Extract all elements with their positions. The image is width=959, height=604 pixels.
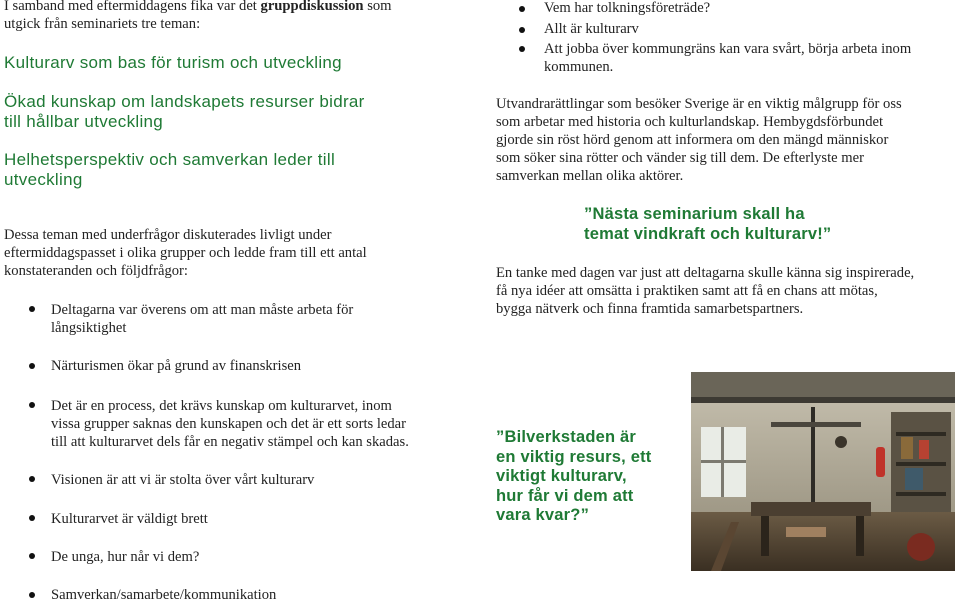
quote-line: viktigt kulturarv, [496, 467, 627, 485]
list-item-line: Att jobba över kommungräns kan vara svårt, börja arbeta inom [544, 41, 912, 57]
paragraph-line: gjorde sin röst hörd genom att informera om den mängd människor [496, 132, 889, 148]
theme3-line1: Helhetsperspektiv och samverkan leder till [4, 150, 336, 169]
quote-line: ”Bilverkstaden är [496, 428, 637, 446]
paragraph-line: som söker sina rötter och vänder sig till dem. De efterlyste mer [496, 150, 864, 166]
bullet-dot [29, 363, 35, 369]
list-item-line: Visionen är att vi är stolta över vårt kulturarv [51, 472, 315, 488]
list-item-line: Vem har tolkningsföreträde? [544, 0, 711, 16]
list-item-line: Samverkan/samarbete/kommunikation [51, 587, 277, 603]
list-item-line: långsiktighet [51, 320, 127, 336]
quote-car-workshop [496, 428, 652, 526]
paragraph-line: samverkan mellan olika aktörer. [496, 168, 684, 184]
right-bullet-list [500, 0, 959, 90]
quote-line: temat vindkraft och kulturarv!” [584, 224, 832, 243]
quote-next-seminar [584, 205, 831, 244]
list-item [51, 301, 353, 337]
list-item [51, 586, 276, 604]
theme3-line2: utveckling [4, 170, 83, 189]
list-item-line: Kulturarvet är väldigt brett [51, 511, 208, 527]
quote-line: ”Nästa seminarium skall ha [584, 205, 805, 223]
quote-line: hur får vi dem att [496, 486, 634, 505]
paragraph-emigrant-descendants [496, 95, 902, 185]
paragraph-line: få nya idéer att omsätta i praktiken samt att få en chans att mötas, [496, 283, 878, 299]
workshop-photo [691, 372, 955, 571]
bullet-dot [29, 306, 35, 312]
list-item-line: vissa grupper saknas den kunskapen och det är ett sorts ledar [51, 416, 407, 432]
list-item [544, 0, 710, 17]
bullet-dot [519, 6, 525, 12]
intro-line2: utgick från seminariets tre teman: [4, 16, 201, 32]
theme2-line1: Ökad kunskap om landskapets resurser bidrar [4, 92, 365, 111]
list-item [51, 510, 208, 528]
intro-text-bold: gruppdiskussion [260, 0, 364, 14]
paragraph-inspiration [496, 264, 914, 318]
intro-text-post: som [363, 0, 392, 14]
list-item [51, 357, 301, 375]
list-item [544, 20, 639, 38]
body-line3: konstateranden och följdfrågor: [4, 263, 188, 279]
list-item [51, 397, 409, 451]
list-item-line: Närturismen ökar på grund av finanskrisen [51, 358, 302, 374]
workshop-photo-image [691, 372, 955, 571]
list-item-line: till att kulturarvet dels får en negativ stämpel och kan skadas. [51, 434, 409, 450]
bullet-dot [29, 592, 35, 598]
left-bullet-list [0, 0, 480, 603]
quote-line: en viktig resurs, ett [496, 447, 652, 466]
bullet-dot [29, 476, 35, 482]
list-item [51, 471, 314, 489]
paragraph-line: Utvandrarättlingar som besöker Sverige är en viktig målgrupp för oss [496, 96, 902, 112]
body-line1: Dessa teman med underfrågor diskuterades livligt under [4, 227, 332, 243]
body-line2: eftermiddagspasset i olika grupper och ledde fram till ett antal [4, 245, 367, 261]
list-item [51, 548, 199, 566]
intro-text-pre: I samband med eftermiddagens fika var det [4, 0, 261, 14]
bullet-dot [519, 46, 525, 52]
theme2-line2: till hållbar utveckling [4, 112, 164, 131]
list-item-line: kommunen. [544, 59, 614, 75]
list-item-line: Det är en process, det krävs kunskap om kulturarvet, inom [51, 398, 392, 414]
paragraph-line: bygga nätverk och finna framtida samarbetspartners. [496, 301, 804, 317]
bullet-dot [519, 27, 525, 33]
theme-heading-1: Kulturarv som bas för turism och utveckling [4, 53, 342, 72]
list-item-line: Deltagarna var överens om att man måste arbeta för [51, 302, 354, 318]
list-item [544, 40, 911, 76]
paragraph-line: som arbetar med historia och kulturlandskap. Hembygdsförbundet [496, 114, 884, 130]
quote-line: vara kvar?” [496, 506, 590, 524]
paragraph-line: En tanke med dagen var just att deltagarna skulle känna sig inspirerade, [496, 265, 915, 281]
list-item-line: Allt är kulturarv [544, 21, 639, 37]
list-item-line: De unga, hur når vi dem? [51, 549, 200, 565]
bullet-dot [29, 515, 35, 521]
bullet-dot [29, 402, 35, 408]
bullet-dot [29, 553, 35, 559]
